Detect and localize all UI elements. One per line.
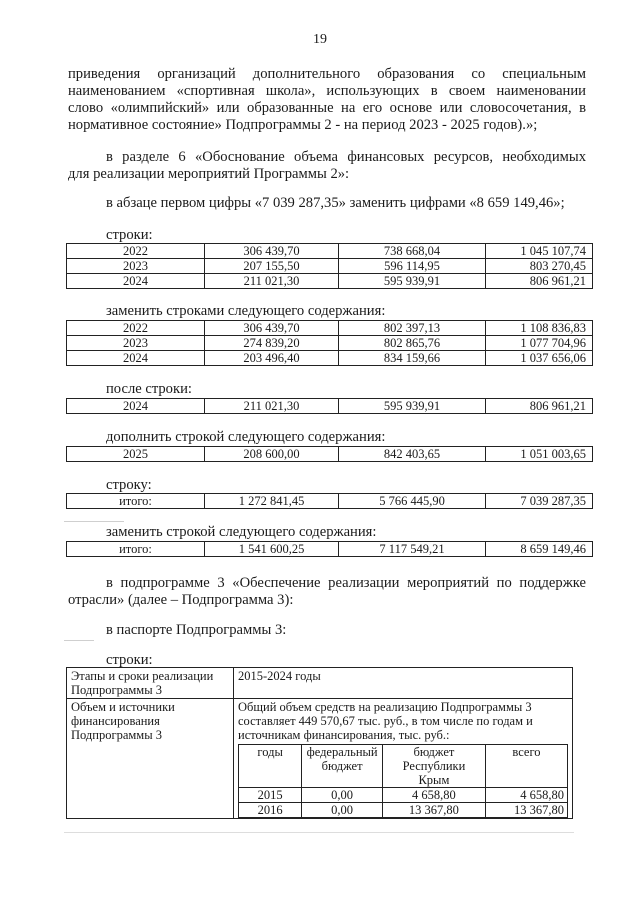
cell-year: 2024 bbox=[67, 351, 205, 366]
text-line: приведения организаций дополнительного образования со специальным bbox=[68, 66, 586, 82]
table-add-row bbox=[66, 446, 593, 462]
cell-total: 8 659 149,46 bbox=[486, 542, 593, 557]
cell-value: 7 117 549,21 bbox=[339, 542, 486, 557]
cell-total: 806 961,21 bbox=[486, 274, 593, 289]
cell-value: 274 839,20 bbox=[205, 336, 339, 351]
cell-year: 2015 bbox=[239, 788, 302, 803]
cell-total: 4 658,80 bbox=[485, 788, 567, 803]
cell-year: 2025 bbox=[67, 447, 205, 462]
label-row: строку: bbox=[106, 477, 152, 493]
cell-value: 842 403,65 bbox=[339, 447, 486, 462]
cell-value: 207 155,50 bbox=[205, 259, 339, 274]
cell-value: 208 600,00 bbox=[205, 447, 339, 462]
cell-value: 595 939,91 bbox=[339, 399, 486, 414]
table-row bbox=[239, 803, 568, 818]
cell-value: 13 367,80 bbox=[382, 803, 485, 818]
table-row bbox=[67, 321, 593, 336]
cell-total: 1 077 704,96 bbox=[486, 336, 593, 351]
text-line: в разделе 6 «Обоснование объема финансовых ресурсов, необходимых bbox=[106, 149, 586, 165]
cell-value: 802 397,13 bbox=[339, 321, 486, 336]
table-row bbox=[67, 259, 593, 274]
header-cell: бюджет Республики Крым bbox=[382, 745, 485, 788]
table-row bbox=[67, 668, 573, 699]
text-line: финансирования bbox=[71, 714, 160, 728]
abzac-instruction: в абзаце первом цифры «7 039 287,35» заменить цифрами «8 659 149,46»; bbox=[106, 195, 565, 211]
label-after-row: после строки: bbox=[106, 381, 192, 397]
cell-year: 2022 bbox=[67, 244, 205, 259]
table-row bbox=[239, 788, 568, 803]
cell-total: 806 961,21 bbox=[486, 399, 593, 414]
passport-row1-label bbox=[67, 668, 234, 699]
cell-label: итого: bbox=[67, 542, 205, 557]
text-line: в подпрограмме 3 «Обеспечение реализации мероприятий по поддержке bbox=[106, 575, 586, 591]
passport-row1-value bbox=[234, 668, 573, 699]
text-line: 2015-2024 годы bbox=[238, 669, 321, 683]
cell-year: 2016 bbox=[239, 803, 302, 818]
cell-value: 211 021,30 bbox=[205, 399, 339, 414]
text-line: Подпрограммы 3 bbox=[71, 683, 162, 697]
cell-value: 4 658,80 bbox=[382, 788, 485, 803]
cell-value: 596 114,95 bbox=[339, 259, 486, 274]
cell-total: 803 270,45 bbox=[486, 259, 593, 274]
cell-value: 306 439,70 bbox=[205, 244, 339, 259]
text-line: для реализации мероприятий Программы 2»: bbox=[68, 166, 350, 182]
passport-row2-value bbox=[234, 699, 573, 819]
label-replace-rows: заменить строками следующего содержания: bbox=[106, 303, 386, 319]
cell-total: 1 045 107,74 bbox=[486, 244, 593, 259]
table-row bbox=[67, 351, 593, 366]
cell-total: 1 037 656,06 bbox=[486, 351, 593, 366]
cell-year: 2022 bbox=[67, 321, 205, 336]
table-row bbox=[67, 336, 593, 351]
cell-label: итого: bbox=[67, 494, 205, 509]
table-after-row bbox=[66, 398, 593, 414]
scan-artifact bbox=[64, 832, 574, 833]
label-rows-2: строки: bbox=[106, 652, 153, 668]
cell-year: 2023 bbox=[67, 336, 205, 351]
cell-total: 1 108 836,83 bbox=[486, 321, 593, 336]
table-row bbox=[67, 399, 593, 414]
cell-total: 13 367,80 bbox=[485, 803, 567, 818]
cell-value: 1 541 600,25 bbox=[205, 542, 339, 557]
text-line: нормативное состояние» Подпрограммы 2 - на период 2023 - 2025 годов).»; bbox=[68, 117, 538, 133]
text-line: наименованием «спортивная школа», использующих в своем наименовании bbox=[68, 83, 586, 99]
header-cell: годы bbox=[239, 745, 302, 788]
cell-value: 1 272 841,45 bbox=[205, 494, 339, 509]
label-add-row: дополнить строкой следующего содержания: bbox=[106, 429, 386, 445]
cell-value: 738 668,04 bbox=[339, 244, 486, 259]
table-row bbox=[67, 542, 593, 557]
text-line: Объем и источники bbox=[71, 700, 175, 714]
cell-value: 203 496,40 bbox=[205, 351, 339, 366]
table-old-rows bbox=[66, 243, 593, 289]
subprogram3-paragraph bbox=[68, 575, 586, 609]
passport-row2-label bbox=[67, 699, 234, 819]
table-row bbox=[67, 447, 593, 462]
scan-artifact bbox=[64, 640, 94, 641]
cell-value: 0,00 bbox=[302, 803, 383, 818]
cell-value: 306 439,70 bbox=[205, 321, 339, 336]
cell-year: 2023 bbox=[67, 259, 205, 274]
table-row bbox=[67, 244, 593, 259]
text-line: источникам финансирования, тыс. руб.: bbox=[238, 728, 450, 742]
cell-value: 211 021,30 bbox=[205, 274, 339, 289]
cell-year: 2024 bbox=[67, 274, 205, 289]
cell-value: 802 865,76 bbox=[339, 336, 486, 351]
header-cell: всего bbox=[485, 745, 567, 788]
table-total-new bbox=[66, 541, 593, 557]
table-row bbox=[67, 274, 593, 289]
text-line: составляет 449 570,67 тыс. руб., в том числе по годам и bbox=[238, 714, 533, 728]
label-rows: строки: bbox=[106, 227, 153, 243]
text-line: Подпрограммы 3 bbox=[71, 728, 162, 742]
intro-paragraph bbox=[68, 66, 586, 134]
text-line: слово «олимпийский» или образованные на его основе или словосочетания, в bbox=[68, 100, 586, 116]
table-new-rows bbox=[66, 320, 593, 366]
table-row bbox=[67, 494, 593, 509]
cell-value: 0,00 bbox=[302, 788, 383, 803]
passport-instruction: в паспорте Подпрограммы 3: bbox=[106, 622, 287, 638]
cell-total: 1 051 003,65 bbox=[486, 447, 593, 462]
label-replace-row: заменить строкой следующего содержания: bbox=[106, 524, 377, 540]
financing-table bbox=[238, 744, 568, 818]
page-number: 19 bbox=[313, 32, 327, 47]
cell-value: 5 766 445,90 bbox=[339, 494, 486, 509]
cell-year: 2024 bbox=[67, 399, 205, 414]
section6-paragraph bbox=[68, 149, 586, 183]
text-line: Этапы и сроки реализации bbox=[71, 669, 214, 683]
cell-value: 595 939,91 bbox=[339, 274, 486, 289]
header-cell: федеральный бюджет bbox=[302, 745, 383, 788]
cell-value: 834 159,66 bbox=[339, 351, 486, 366]
passport-table bbox=[66, 667, 573, 819]
table-total-old bbox=[66, 493, 593, 509]
text-line: Общий объем средств на реализацию Подпрограммы 3 bbox=[238, 700, 532, 714]
table-row bbox=[67, 699, 573, 819]
text-line: отрасли» (далее – Подпрограмма 3): bbox=[68, 592, 294, 608]
cell-total: 7 039 287,35 bbox=[486, 494, 593, 509]
table-header-row bbox=[239, 745, 568, 788]
scan-artifact bbox=[64, 521, 124, 522]
